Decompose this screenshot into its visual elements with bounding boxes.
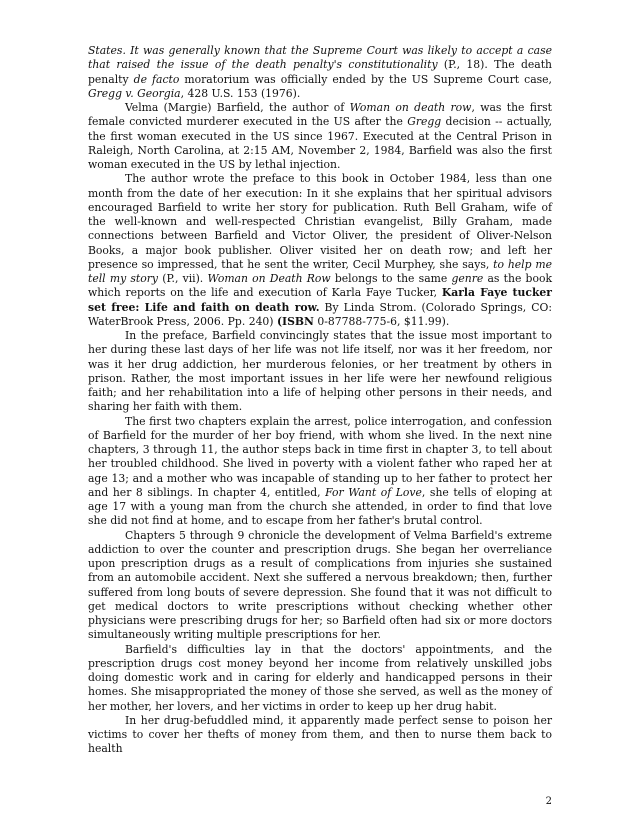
text-run: as the book which reports on the life and execution of Karla Faye Tucker, [88, 272, 553, 300]
text-run: , was the first female convicted murderer executed in the US after the [88, 101, 552, 129]
text-run: (P., vii). [158, 272, 208, 285]
text-run: belongs to the same [330, 272, 452, 285]
body-paragraph [88, 643, 552, 714]
text-run: decision -- actually, the first woman executed in the US since 1967. Executed at the Central Prison in Raleigh, North Carolina, at 2:15 AM, November 2, 1984, Barfield was also the first woman executed in the US by lethal injection. [88, 115, 552, 171]
italic-text: de facto [133, 72, 180, 86]
text-run: , she tells of eloping at age 17 with a young man from the church she attended, in order to find that love she did not find at home, and to escape from her father's brutal control. [88, 485, 553, 528]
text-run: Velma (Margie) Barfield, the author of [125, 101, 350, 114]
body-paragraph [88, 529, 552, 643]
italic-text: Gregg v. Georgia [88, 86, 181, 100]
italic-text: Gregg [407, 115, 442, 129]
bold-text: (ISBN [276, 314, 314, 328]
text-run: The first two chapters explain the arrest, police interrogation, and confession of Barfield for the murder of her boy friend, with whom she lived. In the next nine chapters, 3 through 11, the author steps back in time first in chapter 3, to tell about her troubled childhood. She lived in poverty with a violent father who raped her at age 13; and a mother who was incapable of standing up to her father to protect her and her 8 siblings. In chapter 4, entitled, [88, 414, 552, 499]
page-number: 2 [545, 796, 552, 807]
body-paragraph [88, 415, 552, 529]
text-run: In her drug-befuddled mind, it apparently made perfect sense to poison her victims to cover her thefts of money from them, and then to nurse them back to health [88, 713, 552, 756]
text-run: The author wrote the preface to this book in October 1984, less than one month from the date of her execution: In it she explains that her spiritual advisors encouraged Barfield to write her story for publication. Ruth Bell Graham, wife of the well-known and well-respected Christian evangelist, Billy Graham, made connections between Barfield and Victor Oliver, the president of Oliver-Nelson Books, a major book publisher. Oliver visited her on death row; and left her presence so impressed, that he sent the writer, Cecil Murphey, she says, [88, 172, 552, 271]
text-run: Chapters 5 through 9 chronicle the development of Velma Barfield's extreme addiction to over the counter and prescription drugs. She began her overreliance upon prescription drugs as a result of complications from injuries she sustained from an automobile accident. Next she suffered a nervous breakdown; then, further suffered from long bouts of severe depression. She found that it was not difficult to get medical doctors to write prescriptions without checking whether other physicians were prescribing drugs for her; so Barfield often had six or more doctors simultaneously writing multiple prescriptions for her. [88, 528, 552, 642]
italic-text: genre [451, 272, 484, 285]
body-text [88, 44, 552, 757]
body-paragraph [88, 101, 552, 172]
text-run: By Linda Strom. (Colorado Springs, CO: WaterBrook Press, 2006. Pp. 240) [88, 300, 552, 328]
text-run: In the preface, Barfield convincingly states that the issue most important to her during these last days of her life was not life itself, nor was it her freedom, nor was it her drug addiction, her murderous felonies, or her treatment by others in prison. Rather, the most important issues in her life were her newfound religious faith; and her rehabilitation into a life of helping other persons in their needs, and sharing her faith with them. [88, 329, 552, 414]
body-paragraph [88, 714, 552, 757]
text-run: , 428 U.S. 153 (1976). [180, 86, 301, 100]
body-paragraph [88, 329, 552, 415]
italic-text: Woman on Death Row [207, 272, 331, 285]
italic-text: For Want of Love [325, 485, 422, 499]
italic-text: to help me tell my story [88, 257, 552, 285]
text-run: Barfield's difficulties lay in that the doctors' appointments, and the prescription drugs cost money beyond her income from relatively unskilled jobs doing domestic work and in caring for elderly and handicapped persons in their homes. She misappropriated the money of those she served, as well as the money of her mother, her lovers, and her victims in order to keep up her drug habit. [88, 642, 552, 713]
text-run: moratorium was officially ended by the US Supreme Court case, [179, 72, 552, 86]
body-paragraph [88, 44, 552, 101]
text-run: 0-87788-775-6, $11.99). [313, 314, 450, 328]
italic-text: States. It was generally known that the Supreme Court was likely to accept a case that raised the issue of the death penalty's constitutionality [88, 44, 552, 72]
text-run: (P., 18). The death penalty [88, 58, 552, 86]
italic-text: Woman on death row [349, 101, 472, 114]
body-paragraph [88, 172, 552, 329]
bold-text: Karla Faye tucker set free: Life and faith on death row. [88, 286, 552, 314]
